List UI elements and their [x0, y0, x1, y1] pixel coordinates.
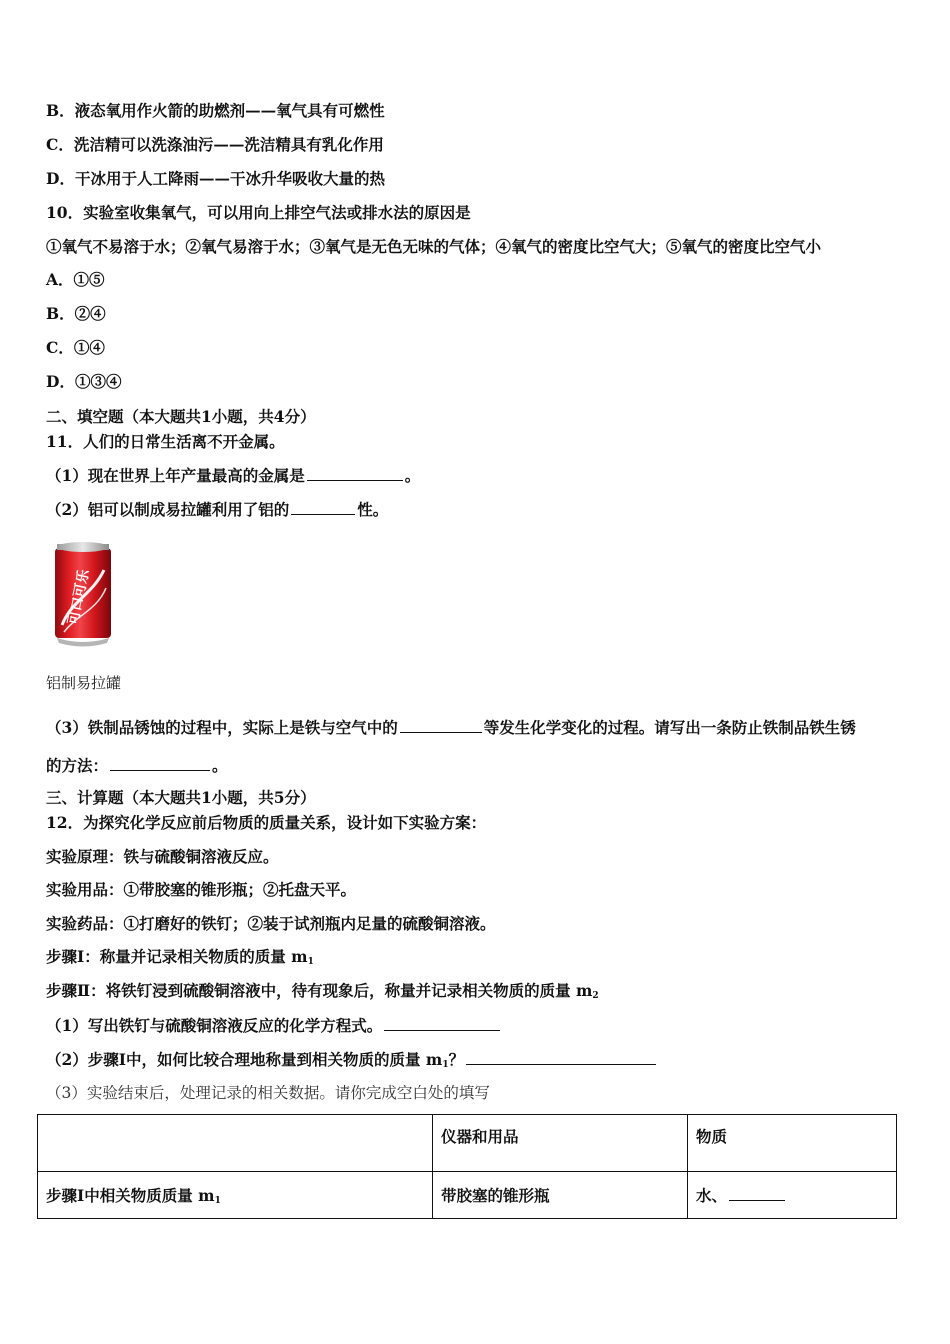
table-row	[38, 1172, 897, 1219]
substance-prefix: 水、	[696, 1186, 728, 1205]
question-12-part-2	[46, 1049, 658, 1075]
q11-3-middle: 等发生化学变化的过程。请写出一条防止铁制品铁生锈	[483, 718, 856, 737]
option-q10-c: C．①④	[46, 338, 105, 357]
experiment-reagents: 实验药品：①打磨好的铁钉；②装于试剂瓶内足量的硫酸铜溶液。	[46, 914, 496, 933]
answer-blank[interactable]	[384, 1015, 500, 1031]
experiment-principle: 实验原理：铁与硫酸铜溶液反应。	[46, 847, 279, 866]
q12-2-text: （2）步骤Ⅰ中，如何比较合理地称量到相关物质的质量 m	[46, 1050, 443, 1069]
answer-blank[interactable]	[729, 1185, 785, 1201]
q11-2-text: （2）铝可以制成易拉罐利用了铝的	[46, 500, 290, 519]
question-12-part-1	[46, 1015, 502, 1036]
question-10-stem: 10．实验室收集氧气，可以用向上排空气法或排水法的原因是	[46, 203, 471, 222]
step-1-subscript: 1	[307, 957, 314, 967]
section-2-title: 二、填空题（本大题共1小题，共4分）	[46, 407, 316, 426]
answer-blank[interactable]	[110, 755, 210, 771]
option-q10-d: D．①③④	[46, 372, 122, 391]
table-cell-substance	[688, 1172, 897, 1219]
step-1-text: 步骤Ⅰ：称量并记录相关物质的质量 m	[46, 947, 308, 966]
answer-blank[interactable]	[291, 499, 355, 515]
q11-2-suffix: 性。	[357, 500, 389, 519]
table-header-equipment: 仪器和用品	[433, 1115, 688, 1172]
q11-3-method-label: 的方法：	[46, 756, 109, 775]
answer-blank[interactable]	[400, 717, 482, 733]
table-header-substance: 物质	[688, 1115, 897, 1172]
question-11-part-1	[46, 465, 420, 486]
option-q9-d: D．干冰用于人工降雨——干冰升华吸收大量的热	[46, 169, 385, 188]
table-header-empty	[38, 1115, 433, 1172]
answer-blank[interactable]	[466, 1049, 656, 1065]
row-label-subscript: 1	[214, 1196, 221, 1206]
question-11-part-3	[46, 717, 856, 738]
data-table	[37, 1114, 897, 1219]
experiment-equipment: 实验用品：①带胶塞的锥形瓶；②托盘天平。	[46, 880, 357, 899]
row-label-text: 步骤Ⅰ中相关物质质量 m	[46, 1186, 215, 1205]
question-12-part-3: （3）实验结束后，处理记录的相关数据。请你完成空白处的填写	[46, 1084, 490, 1102]
step-1	[46, 947, 314, 972]
step-2-text: 步骤Ⅱ：将铁钉浸到硫酸铜溶液中，待有现象后，称量并记录相关物质的质量 m	[46, 981, 593, 1000]
question-10-statements: ①氧气不易溶于水；②氧气易溶于水；③氧气是无色无味的气体；④氧气的密度比空气大；⑤氧气的密度比空气小	[46, 237, 822, 256]
option-q9-c: C．洗洁精可以洗涤油污——洗洁精具有乳化作用	[46, 135, 384, 154]
q11-1-text: （1）现在世界上年产量最高的金属是	[46, 466, 305, 485]
q11-3-text: （3）铁制品锈蚀的过程中，实际上是铁与空气中的	[46, 718, 398, 737]
q12-1-text: （1）写出铁钉与硫酸铜溶液反应的化学方程式。	[46, 1016, 383, 1035]
question-11-part-2	[46, 499, 388, 520]
table-header-row	[38, 1115, 897, 1172]
image-caption: 铝制易拉罐	[46, 674, 122, 692]
coca-cola-can-image	[52, 540, 114, 648]
question-11-stem: 11．人们的日常生活离不开金属。	[46, 432, 285, 451]
option-q10-b: B．②④	[46, 304, 106, 323]
question-12-stem: 12．为探究化学反应前后物质的质量关系，设计如下实验方案：	[46, 813, 487, 832]
q11-1-suffix: 。	[404, 466, 421, 485]
step-2	[46, 981, 599, 1006]
option-q10-a: A．①⑤	[46, 270, 105, 289]
table-cell-equipment: 带胶塞的锥形瓶	[433, 1172, 688, 1219]
question-11-part-3-line-2	[46, 755, 228, 776]
answer-blank[interactable]	[307, 465, 403, 481]
q11-3-suffix: 。	[212, 756, 228, 775]
table-row-label	[38, 1172, 433, 1219]
q12-2-suffix: ？	[448, 1050, 465, 1069]
section-3-title: 三、计算题（本大题共1小题，共5分）	[46, 788, 316, 807]
option-q9-b: B．液态氧用作火箭的助燃剂——氧气具有可燃性	[46, 101, 385, 120]
can-brand-text: 可口可乐	[65, 568, 93, 627]
q12-2-subscript: 1	[442, 1060, 449, 1070]
step-2-subscript: 2	[592, 991, 599, 1001]
